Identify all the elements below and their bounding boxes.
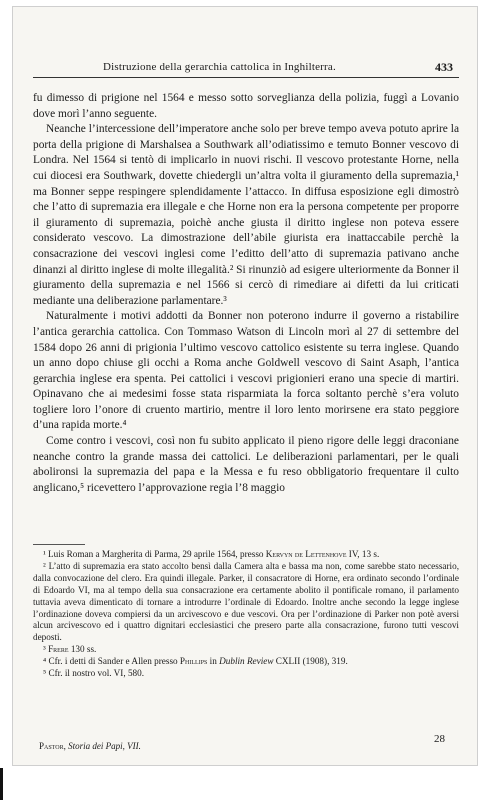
footnote-4	[33, 656, 459, 668]
footnote-1-author: Kervyn de Lettenhove	[265, 549, 347, 559]
footer-work: Storia dei Papi, VII.	[65, 741, 141, 751]
footnotes	[33, 549, 459, 680]
footnote-3-mark: ³	[43, 644, 49, 655]
page-footer	[33, 733, 459, 755]
running-title: Distruzione della gerarchia cattolica in Inghilterra.	[103, 61, 336, 73]
footnote-ref-3: ³	[223, 294, 227, 307]
footnote-4-in: in	[207, 656, 220, 667]
signature-mark: 28	[434, 733, 445, 745]
footnote-1-tail: IV, 13 s.	[346, 549, 380, 559]
paragraph-2-part-b: ma Bonner seppe respingere splendidamente l’attacco. In diffusa esposizione egli dimostrò che l’atto di supremazia era illegale e che Horne non era la persona competente per proporre il giuramento di supremazia, poichè anche giusta il diritto inglese non poteva essere considerato vescovo. La dimostrazione dell’abile giurista era inattaccabile perchè la consacrazione dei vescovi inglesi come l’editto dell’atto di supremazia pativano anche dinanzi al diritto inglese di molte illegalità.	[33, 185, 459, 276]
paragraph-4-part-b: ricevettero l’approvazione regia l’8 maggio	[84, 481, 285, 494]
binding-edge	[0, 768, 3, 800]
footnote-ref-2: ²	[229, 263, 234, 276]
footnote-4-tail: CXLII (1908), 319.	[273, 656, 348, 667]
footer-author: Pastor,	[39, 741, 66, 751]
footnote-1-text: ¹ Luis Roman a Margherita di Parma, 29 aprile 1564, presso	[43, 549, 266, 559]
page-number: 433	[435, 60, 453, 74]
paragraph-4-part-a: Come contro i vescovi, così non fu subito applicato il pieno rigore delle leggi draconiane neanche contro la grande massa dei cattolici. Le deliberazioni parlamentari, per le quali abolironsi la supremazia del papa e la Messa e fu reso obbligatorio frequentare il culto anglicano,	[33, 435, 459, 494]
footer-source	[39, 741, 141, 751]
paragraph-1: fu dimesso di prigione nel 1564 e messo sotto sorveglianza della polizia, fuggì a Lovanio dove morì l’anno seguente.	[33, 92, 459, 120]
paragraph-2-part-a: Neanche l’intercessione dell’imperatore anche solo per breve tempo aveva potuto aprire la porta della prigione di Marshalsea a Southwark all’odiatissimo e temuto Bonner vescovo di Londra. Nel 1564 si tentò di implicarlo in nuovi rischi. Il vescovo protestante Horne, nella cui diocesi era Southwark, dovette chiedergli un’altra volta il giuramento della supremazia,	[33, 123, 459, 182]
paragraph-2	[33, 122, 459, 309]
running-header	[33, 59, 459, 78]
paragraph-3-part-a: Naturalmente i motivi addotti da Bonner non poterono indurre il governo a ristabilire l’antica gerarchia cattolica. Con Tommaso Watson di Lincoln morì al 27 di settembre del 1584 dopo 26 anni di prigionia l’ultimo vescovo cattolico esistente su terra inglese. Quando un anno dopo chiuse gli occhi a Roma anche Goldwell vescovo di Saint Asaph, l’antica gerarchia inglese era spenta. Pei cattolici i vescovi prigionieri erano una specie di martiri. Opinavano che ai medesimi fosse stata risparmiata la forca soltanto perchè s’era voluto togliere loro l’onore di cruento martirio, mentre il loro lento morirsene era stato peggiore d’una rapida morte.	[33, 310, 459, 432]
book-page	[12, 6, 478, 766]
footnote-ref-1: ¹	[455, 169, 459, 182]
footnote-4-text: ⁴ Cfr. i detti di Sander e Allen presso	[43, 656, 180, 667]
paragraph-2-part-c: Si rinunziò ad esigere ulteriormente da Bonner il giuramento della supremazia e nel 1566 si cercò di rimediare ai difetti da lui criticati mediante una deliberazione parlamentare.	[33, 263, 459, 307]
footnote-4-journal: Dublin Review	[219, 656, 274, 667]
footnote-3	[33, 644, 459, 656]
footnote-5: ⁵ Cfr. il nostro vol. VI, 580.	[43, 668, 145, 679]
footnote-1	[33, 549, 459, 561]
paragraph-3	[33, 309, 459, 434]
main-text	[33, 91, 459, 496]
footnote-ref-4: ⁴	[122, 419, 127, 432]
footnote-ref-5: ⁵	[80, 481, 85, 494]
paragraph-4	[33, 434, 459, 496]
footnote-separator	[33, 544, 85, 545]
footnote-4-author: Phillips	[179, 656, 208, 667]
footnote-3-author: Frere	[48, 644, 69, 655]
footnote-2: ² L’atto di supremazia era stato accolto bensì dalla Camera alta e bassa ma non, come sarebbe stato necessario, dalla convocazione del clero. Era quindi illegale. Parker, il consacratore di Horne, era ordinato secondo l’ordinale di Edoardo VI, ma al tempo della sua consacrazione era certamente abolito il pontificale romano, il parlamento tuttavia aveva dimenticato di tornare a introdurre l’ordinale di Edoardo. Inoltre anche secondo la legge inglese l’ordinazione doveva compiersi da un arcivescovo e due vescovi. Ora per l’ordinazione di Parker non potè aversi alcun arcivescovo ed i quattro dignitari ecclesiastici che presero parte alla consacrazione, furono tutti vescovi deposti.	[33, 560, 459, 643]
footnote-3-tail: 130 ss.	[68, 644, 97, 655]
